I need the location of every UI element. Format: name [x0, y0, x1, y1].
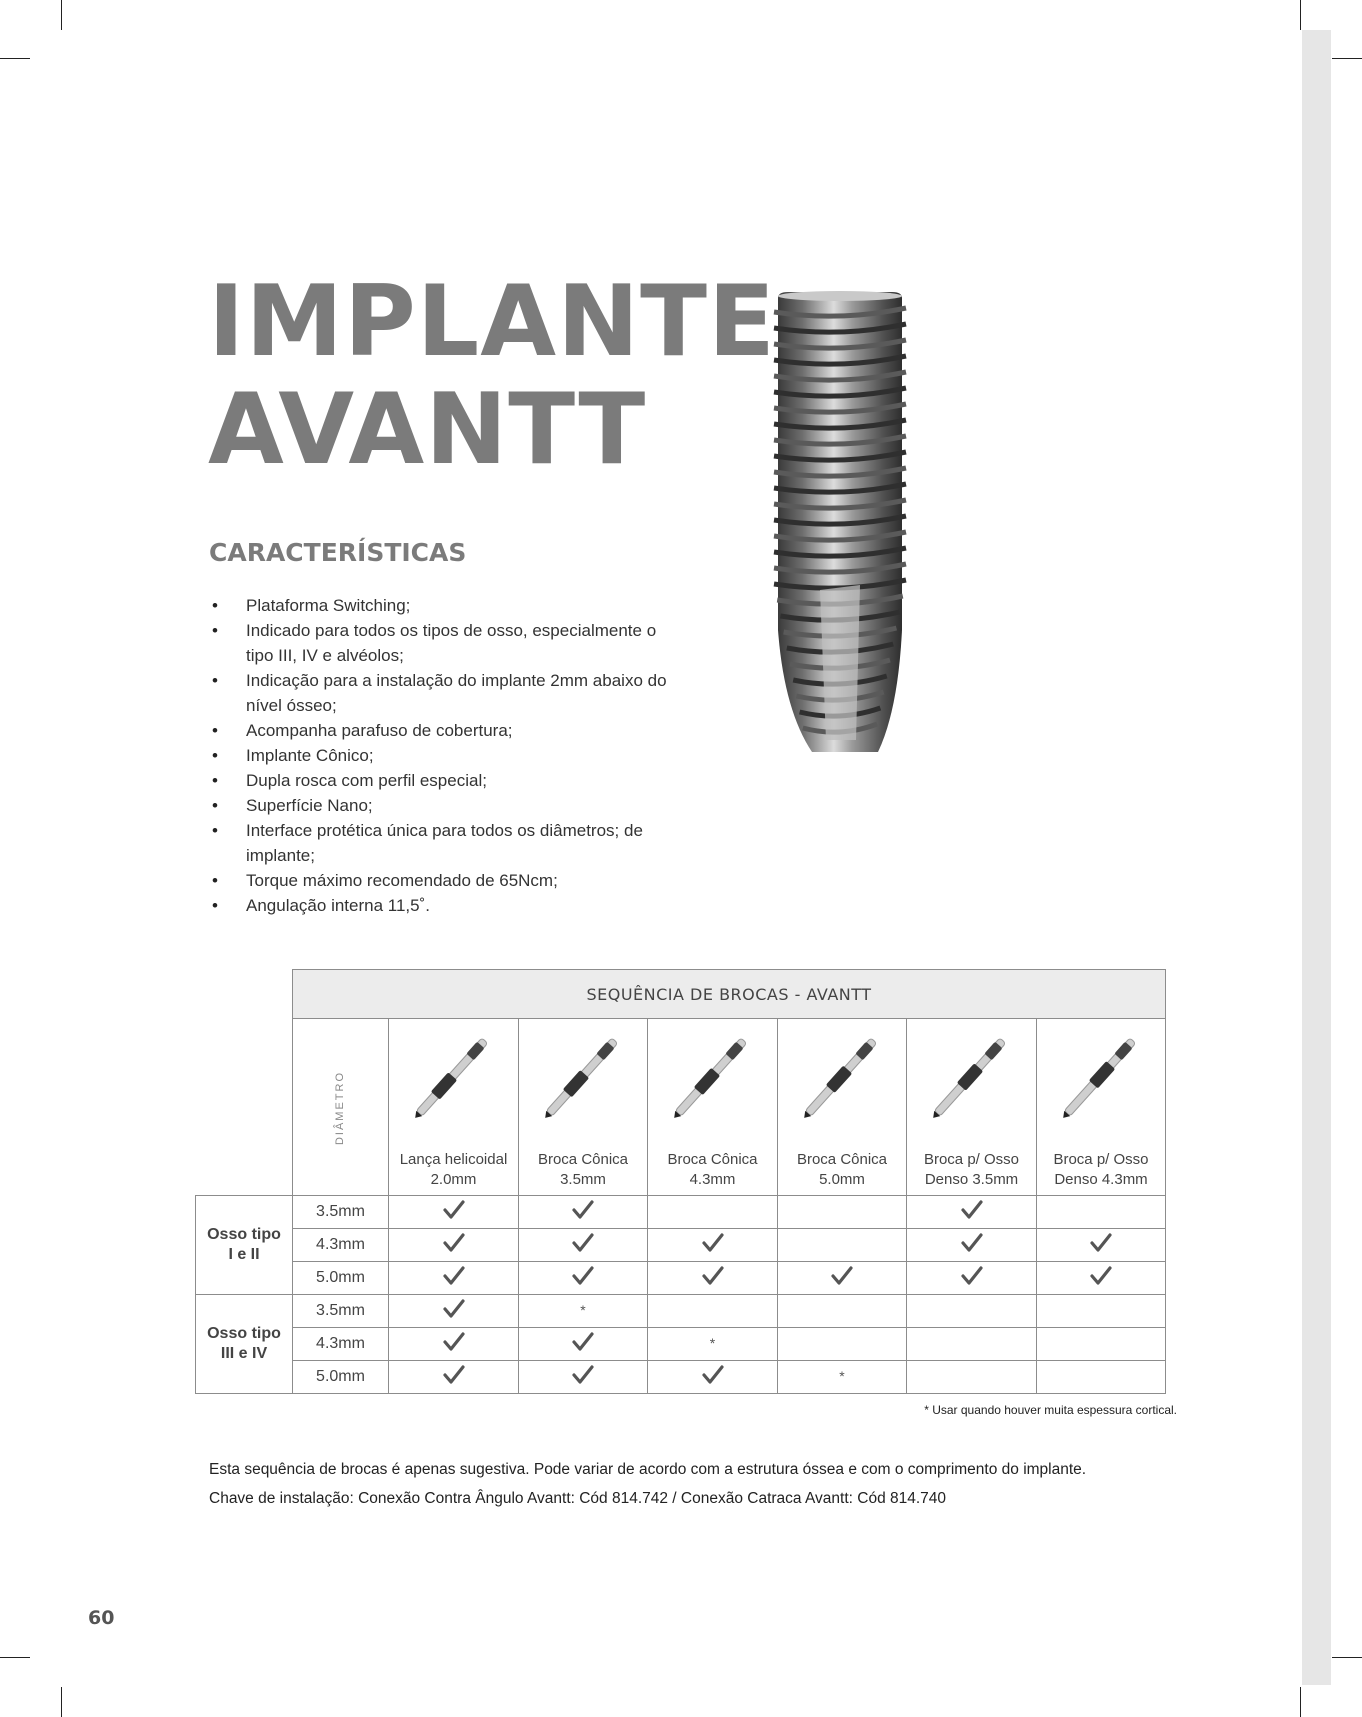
asterisk-mark: * [709, 1335, 716, 1351]
bone-type-label [196, 1295, 293, 1394]
crop-mark [1332, 1657, 1362, 1658]
diameter-value: 4.3mm [293, 1328, 389, 1361]
crop-mark [1300, 1687, 1301, 1717]
drill-cell [907, 1196, 1037, 1229]
feature-item: • Interface protética única para todos os diâmetros; de implante; [209, 818, 669, 868]
bone-type-line: Osso tipo [207, 1325, 281, 1342]
table-title: SEQUÊNCIA DE BROCAS - AVANTT [293, 970, 1166, 1019]
check-icon [702, 1266, 724, 1286]
diameter-value: 3.5mm [293, 1196, 389, 1229]
implant-illustration [770, 290, 910, 760]
drill-cell [519, 1361, 648, 1394]
features-list [209, 593, 669, 918]
feature-item: • Angulação interna 11,5˚. [209, 893, 669, 918]
note-line: Esta sequência de brocas é apenas sugestiva. Pode variar de acordo com a estrutura óssea e com o comprimento do implante. [209, 1461, 1087, 1478]
features-heading: CARACTERÍSTICAS [209, 538, 467, 567]
feature-item: • Superfície Nano; [209, 793, 669, 818]
drill-header [778, 1019, 907, 1196]
drill-icon [656, 1025, 766, 1129]
check-icon [1090, 1266, 1112, 1286]
diameter-value: 3.5mm [293, 1295, 389, 1328]
drill-header [519, 1019, 648, 1196]
drill-cell [389, 1361, 519, 1394]
title-line-2: AVANTT [208, 373, 647, 487]
feature-item: • Dupla rosca com perfil especial; [209, 768, 669, 793]
crop-mark [61, 0, 62, 30]
table-corner [196, 1019, 293, 1196]
drill-cell [907, 1229, 1037, 1262]
title-line-1: IMPLANTE [208, 265, 776, 379]
drill-label-line: Broca p/ Osso [923, 1151, 1020, 1168]
drill-label-line: 5.0mm [819, 1171, 865, 1188]
asterisk-mark: * [580, 1302, 586, 1318]
table-row [196, 1229, 1166, 1262]
drill-cell [907, 1262, 1037, 1295]
drill-cell [1037, 1328, 1166, 1361]
crop-mark [61, 1687, 62, 1717]
drill-cell [389, 1295, 519, 1328]
feature-item: • Indicação para a instalação do implante 2mm abaixo do nível ósseo; [209, 668, 669, 718]
drill-cell [519, 1295, 648, 1328]
drill-label-line: Broca Cônica [537, 1151, 629, 1168]
crop-mark [1300, 0, 1301, 30]
drill-icon [915, 1025, 1025, 1129]
feature-item: • Implante Cônico; [209, 743, 669, 768]
table-footnote: * Usar quando houver muita espessura cortical. [924, 1403, 1177, 1417]
diameter-value: 4.3mm [293, 1229, 389, 1262]
drill-header [389, 1019, 519, 1196]
drill-cell [519, 1196, 648, 1229]
crop-mark [0, 58, 30, 59]
drill-cell [778, 1262, 907, 1295]
page-title [208, 265, 776, 487]
page-number: 60 [88, 1607, 115, 1629]
drill-label-line: Denso 3.5mm [924, 1171, 1019, 1188]
drill-label-line: Broca Cônica [667, 1151, 758, 1168]
drill-cell [1037, 1229, 1166, 1262]
check-icon [702, 1233, 724, 1253]
feature-item: • Acompanha parafuso de cobertura; [209, 718, 669, 743]
drill-cell [519, 1262, 648, 1295]
diameter-header [293, 1019, 389, 1196]
check-icon [572, 1266, 594, 1286]
drill-label-line: 3.5mm [560, 1171, 606, 1188]
check-icon [831, 1266, 853, 1286]
drill-header [907, 1019, 1037, 1196]
drill-label-line: Denso 4.3mm [1054, 1171, 1148, 1188]
drill-cell [648, 1229, 778, 1262]
drill-label-line: Lança helicoidal [399, 1151, 508, 1168]
drill-cell [778, 1196, 907, 1229]
crop-mark [0, 1657, 30, 1658]
drill-label-line: 4.3mm [689, 1171, 736, 1188]
drill-icon [1045, 1025, 1155, 1129]
drill-icon [786, 1025, 896, 1129]
drill-cell [519, 1328, 648, 1361]
diameter-value: 5.0mm [293, 1361, 389, 1394]
drill-cell [648, 1196, 778, 1229]
drill-cell [648, 1328, 778, 1361]
drill-label [907, 1150, 1036, 1190]
check-icon [1090, 1233, 1112, 1253]
drill-cell [389, 1196, 519, 1229]
note-line: Chave de instalação: Conexão Contra Ângulo Avantt: Cód 814.742 / Conexão Catraca Avantt: Cód 814.740 [209, 1490, 947, 1507]
drill-label-line: Broca Cônica [796, 1151, 888, 1168]
check-icon [443, 1200, 465, 1220]
feature-item: • Indicado para todos os tipos de osso, especialmente o tipo III, IV e alvéolos; [209, 618, 669, 668]
drill-cell [907, 1361, 1037, 1394]
check-icon [572, 1332, 594, 1352]
drill-cell [389, 1328, 519, 1361]
drill-label [648, 1150, 777, 1190]
drill-cell [907, 1328, 1037, 1361]
feature-item: • Torque máximo recomendado de 65Ncm; [209, 868, 669, 893]
check-icon [961, 1200, 983, 1220]
check-icon [572, 1365, 594, 1385]
notes [209, 1455, 1086, 1513]
drill-label [1037, 1150, 1165, 1190]
drill-cell [648, 1295, 778, 1328]
drill-cell [778, 1328, 907, 1361]
bone-type-line: I e II [228, 1246, 260, 1263]
drill-cell [389, 1262, 519, 1295]
drill-cell [519, 1229, 648, 1262]
drill-cell [778, 1361, 907, 1394]
check-icon [443, 1332, 465, 1352]
drill-label [778, 1150, 906, 1190]
drill-icon [527, 1025, 637, 1129]
diameter-value: 5.0mm [293, 1262, 389, 1295]
drill-cell [648, 1361, 778, 1394]
check-icon [443, 1299, 465, 1319]
bone-type-line: Osso tipo [207, 1226, 281, 1243]
drill-label-line: Broca p/ Osso [1053, 1151, 1149, 1168]
crop-mark [1332, 58, 1362, 59]
bone-type-label [196, 1196, 293, 1295]
check-icon [443, 1266, 465, 1286]
bone-type-line: III e IV [220, 1345, 268, 1362]
drill-cell [1037, 1295, 1166, 1328]
drill-header [1037, 1019, 1166, 1196]
drill-cell [389, 1229, 519, 1262]
implant-image [770, 290, 910, 760]
check-icon [572, 1200, 594, 1220]
drill-cell [778, 1295, 907, 1328]
page-edge-strip [1302, 30, 1331, 1685]
drill-sequence-table [195, 969, 1166, 1394]
drill-label-line: 2.0mm [430, 1171, 477, 1188]
table-row [196, 1295, 1166, 1328]
table-row [196, 1196, 1166, 1229]
drill-cell [778, 1229, 907, 1262]
drill-label [389, 1150, 518, 1190]
drill-icon [397, 1025, 507, 1129]
table-row [196, 1262, 1166, 1295]
drill-cell [1037, 1262, 1166, 1295]
check-icon [961, 1233, 983, 1253]
drill-cell [907, 1295, 1037, 1328]
check-icon [443, 1365, 465, 1385]
table-row [196, 1361, 1166, 1394]
table-corner [196, 970, 293, 1019]
check-icon [443, 1233, 465, 1253]
feature-item: • Plataforma Switching; [209, 593, 669, 618]
drill-cell [648, 1262, 778, 1295]
drill-cell [1037, 1196, 1166, 1229]
drill-label [519, 1150, 647, 1190]
check-icon [961, 1266, 983, 1286]
drill-cell [1037, 1361, 1166, 1394]
check-icon [572, 1233, 594, 1253]
asterisk-mark: * [839, 1368, 845, 1384]
drill-header [648, 1019, 778, 1196]
table-row [196, 1328, 1166, 1361]
check-icon [702, 1365, 724, 1385]
diameter-header-label: DIÂMETRO [334, 1070, 347, 1146]
